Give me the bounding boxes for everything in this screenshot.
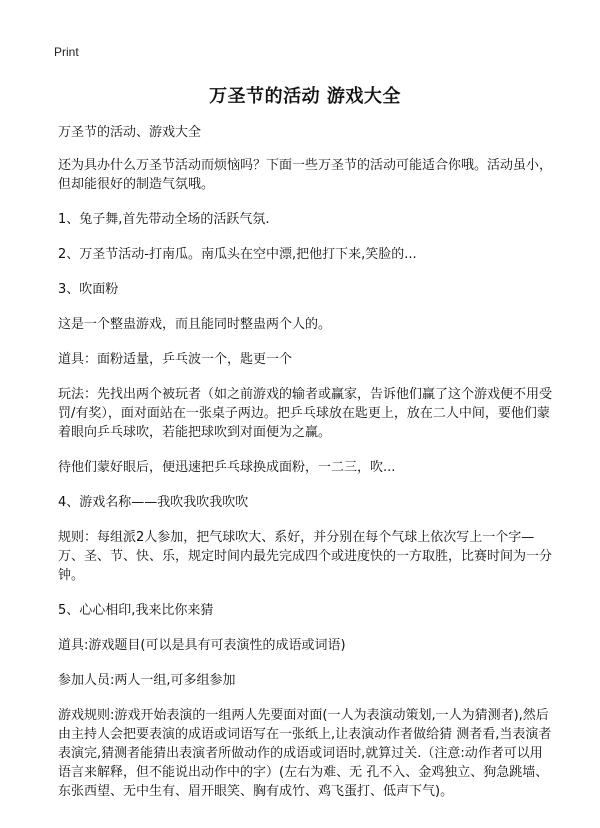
paragraph-intro: 还为具办什么万圣节活动而烦恼吗？下面一些万圣节的活动可能适合你哦。活动虽小，但却能很好的制造气氛哦。 (58, 158, 553, 192)
paragraph-item-2: 2、万圣节活动-打南瓜。南瓜头在空中漂,把他打下来,笑脸的... (58, 247, 417, 262)
paragraph-item-5-heading: 5、心心相印,我来比你来猜 (58, 603, 214, 618)
print-link[interactable]: Print (54, 45, 79, 59)
paragraph-item-3-rules: 玩法：先找出两个被玩者（如之前游戏的输者或赢家，告诉他们赢了这个游戏便不用受罚/有奖），面对面站在一张桌子两边。把乒乓球放在匙更上，放在二人中间，要他们蒙着眼向乒乓球吹，若能把球吹到对面便为之赢。 (58, 387, 553, 440)
paragraph-item-3-heading: 3、吹面粉 (58, 282, 119, 297)
page-title: 万圣节的活动 游戏大全 (209, 86, 401, 107)
paragraph-item-3-props: 道具：面粉适量，乒乓波一个，匙更一个 (58, 352, 293, 367)
paragraph-item-5-props: 道具:游戏题目(可以是具有可表演性的成语或词语) (58, 638, 346, 653)
paragraph-item-3-desc: 这是一个整蛊游戏，而且能同时整蛊两个人的。 (58, 317, 332, 332)
paragraph-item-1: 1、兔子舞,首先带动全场的活跃气氛. (58, 212, 270, 227)
paragraph-item-4-heading: 4、游戏名称——我吹我吹我吹吹 (58, 495, 249, 510)
paragraph-item-5-participants: 参加人员:两人一组,可多组参加 (58, 673, 236, 688)
paragraph-item-4-rules: 规则：每组派2人参加，把气球吹大、系好，并分别在每个气球上依次写上一个字—万、圣、节、快、乐，规定时间内最先完成四个或进度快的一方取胜，比赛时间为一分钟。 (58, 530, 553, 583)
paragraph-item-3-end: 待他们蒙好眼后，便迅速把乒乓球换成面粉，一二三，吹... (58, 460, 396, 475)
paragraph-item-5-rules: 游戏规则:游戏开始表演的一组两人先要面对面(一人为表演动策划,一人为猜测者),然后由主持人会把要表演的成语或词语写在一张纸上,让表演动作者做给猜 测者看,当表演者表演完,猜测者能猜出表演者所做动作的成语或词语时,就算过关.（注意:动作者可以用语言来解释，但不能说出动作中的字）(左右为难、无 孔不入、金鸡独立、狗急跳墙、东张西望、无中生有、眉开眼笑、胸有成竹、鸡飞蛋打、低声下气)。 (58, 708, 552, 799)
paragraph-subtitle: 万圣节的活动、游戏大全 (58, 125, 202, 140)
